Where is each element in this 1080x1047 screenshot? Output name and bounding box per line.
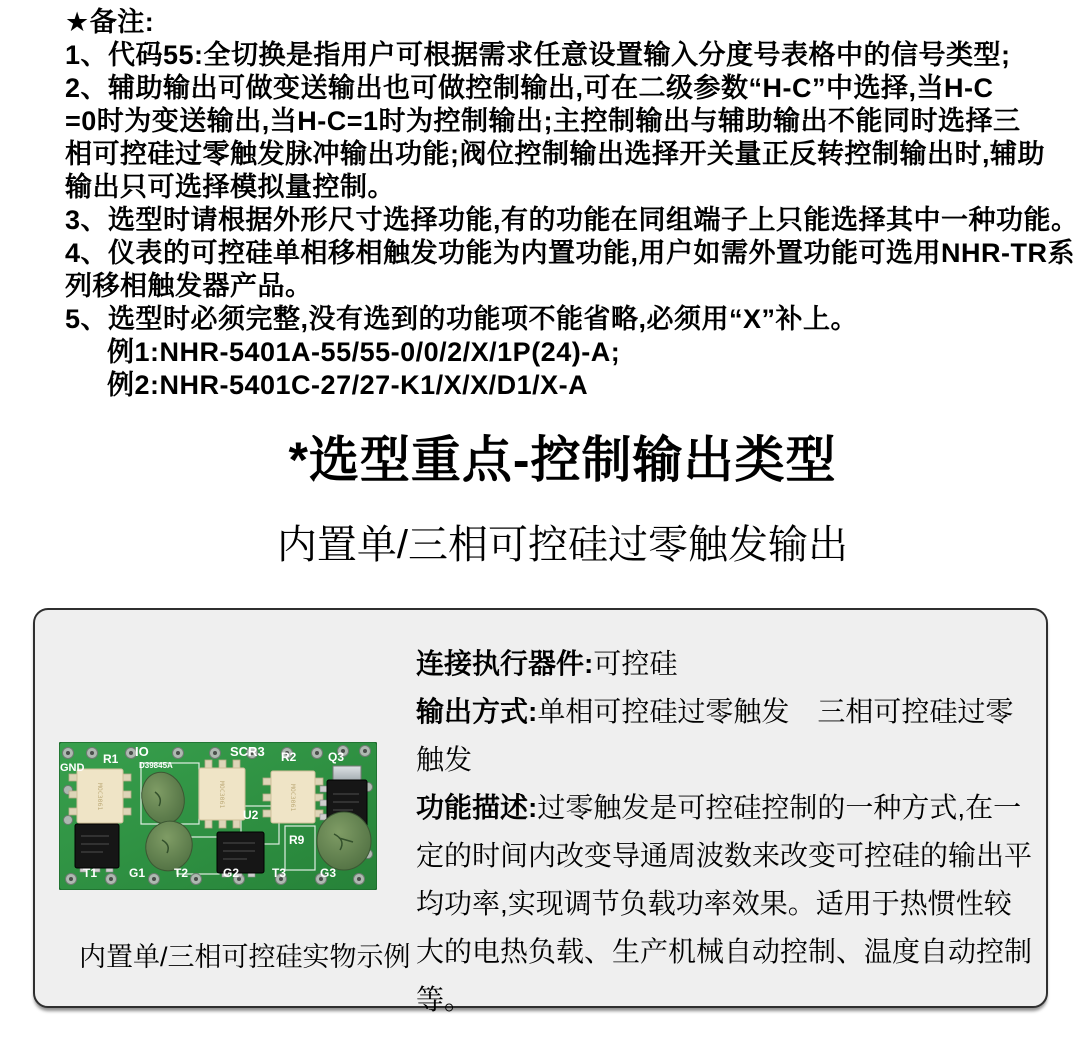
note-line-5: 5、选型时必须完整,没有选到的功能项不能省略,必须用“X”补上。 [65,304,859,334]
spec-output-mode-value: 单相可控硅过零触发 三相可控硅过零触发 [416,696,1014,775]
note-line-3: 3、选型时请根据外形尺寸选择功能,有的功能在同组端子上只能选择其中一种功能。 [65,205,1079,235]
spec-function-desc [416,784,1034,1024]
pcb-photo [59,742,377,890]
pcb-caption: 内置单/三相可控硅实物示例 [79,942,411,972]
note-example-2: 例2:NHR-5401C-27/27-K1/X/X/D1/X-A [107,370,589,400]
spec-function-desc-value: 过零触发是可控硅控制的一种方式,在一定的时间内改变导通周波数来改变可控硅的输出平均功率,实现调节负载功率效果。适用于热惯性较大的电热负载、生产机械自动控制、温度自动控制等。 [416,792,1033,1015]
label-g1: G1 [129,866,146,880]
label-r9: R9 [289,833,305,847]
label-gnd: GND [60,762,85,774]
spec-list [416,640,1034,1024]
section-subtitle: 内置单/三相可控硅过零触发输出 [276,523,849,567]
label-t1: T1 [83,866,98,880]
note-line-2b: =0时为变送输出,当H-C=1时为控制输出;主控制输出与辅助输出不能同时选择三 [65,106,1021,136]
note-example-1: 例1:NHR-5401A-55/55-0/0/2/X/1P(24)-A; [107,337,621,367]
spec-function-desc-label: 功能描述: [416,792,538,823]
note-line-4: 4、仪表的可控硅单相移相触发功能为内置功能,用户如需外置功能可选用NHR-TR系 [65,238,1075,268]
note-line-4b: 列移相触发器产品。 [65,271,313,301]
label-t3: T3 [272,866,287,880]
label-q3: Q3 [328,750,345,764]
label-g3: G3 [320,866,337,880]
section-title: *选型重点-控制输出类型 [288,432,837,488]
notes-block [65,6,1079,402]
label-io: IO [135,744,149,759]
spec-output-mode [416,688,1034,784]
pcb-board-image [59,742,377,890]
note-line-1: 1、代码55:全切换是指用户可根据需求任意设置输入分度号表格中的信号类型; [65,40,1011,70]
spec-connect-device-value: 可控硅 [593,648,678,679]
label-scr3: SCR3 [230,744,265,759]
chip-marking-1: MOC3061 [96,783,104,811]
chip-marking-3: MOC3061 [289,784,297,812]
label-r2: R2 [281,750,297,764]
note-line-2: 2、辅助输出可做变送输出也可做控制输出,可在二级参数“H-C”中选择,当H-C [65,73,994,103]
spec-connect-device [416,640,1034,688]
chip-marking-2: MOC3061 [218,781,226,809]
label-code: D39845A [139,761,173,770]
note-line-2d: 输出只可选择模拟量控制。 [65,172,395,202]
spec-output-mode-label: 输出方式: [416,696,538,727]
label-r1: R1 [103,752,119,766]
output-type-card [33,608,1048,1015]
label-u2: U2 [243,808,259,822]
label-t2: T2 [174,866,189,880]
note-line-2c: 相可控硅过零触发脉冲输出功能;阀位控制输出选择开关量正反转控制输出时,辅助 [65,139,1045,169]
spec-connect-device-label: 连接执行器件: [416,648,594,679]
label-g2: G2 [223,866,240,880]
notes-header: ★备注: [65,7,155,37]
